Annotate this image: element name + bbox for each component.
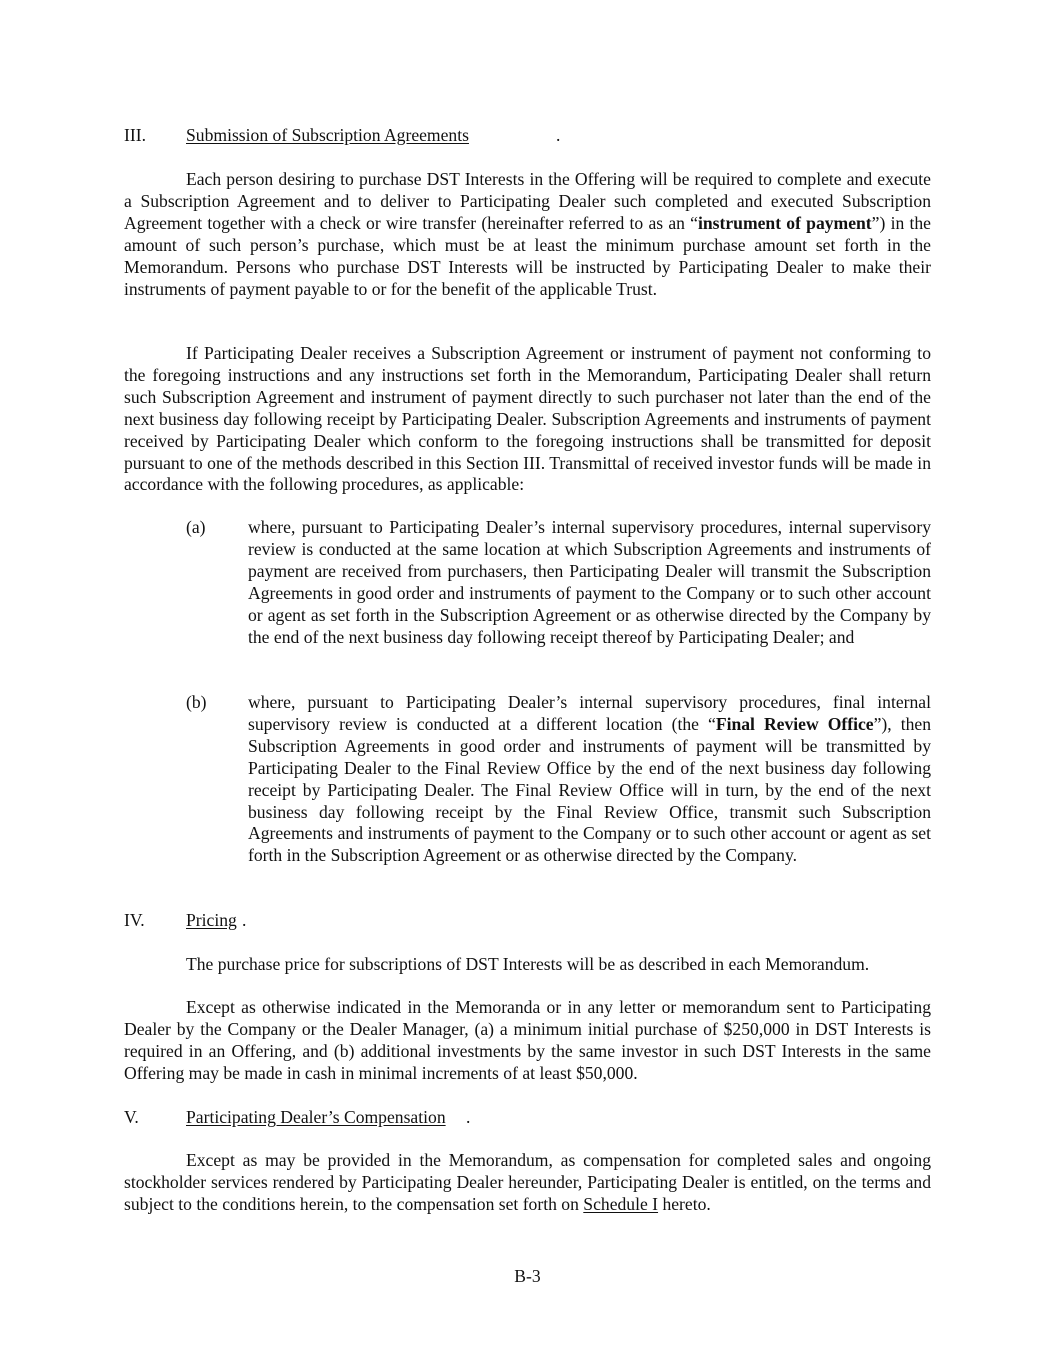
paragraph	[124, 1150, 931, 1216]
paragraph	[124, 169, 931, 300]
section-title-text: Pricing	[186, 910, 237, 930]
list-item-body: where, pursuant to Participating Dealer’s internal supervisory procedures, final internal supervisory review is conducted at a different location (the “	[248, 692, 931, 734]
paragraph-text: hereto.	[658, 1193, 711, 1214]
heading-period: .	[466, 1107, 471, 1127]
section-number: IV.	[124, 910, 145, 930]
paragraph	[124, 997, 931, 1085]
section-title	[186, 910, 237, 932]
heading-period: .	[242, 910, 247, 930]
paragraph-text: Except as may be provided in the Memorandum, as compensation for completed sales and ongoing stockholder services rendered by Participating Dealer hereunder, Participating Dealer is entitled, on the terms and subject to the conditions herein, to the compensation set forth on	[124, 1150, 931, 1214]
list-item-text	[248, 517, 931, 648]
paragraph-text: ”) in the amount of such person’s purchase, which must be at least the minimum purchase amount set forth in the Memorandum. Persons who purchase DST Interests will be instructed by Participating Dealer to make their instruments of payment payable to or for the benefit of the applicable Trust.	[124, 212, 931, 299]
paragraph	[124, 954, 931, 976]
section-title	[186, 125, 469, 147]
paragraph-text: Except as otherwise indicated in the Memoranda or in any letter or memorandum sent to Participating Dealer by the Company or the Dealer Manager, (a) a minimum initial purchase of $250,000 in DST Interests is required in an Offering, and (b) additional investments by the same investor in such DST Interests in the same Offering may be made in cash in minimal increments of at least $50,000.	[124, 997, 931, 1083]
paragraph-text: If Participating Dealer receives a Subscription Agreement or instrument of payment not conforming to the foregoing instructions and any instructions set forth in the Memorandum, Participating Dealer shall return such Subscription Agreement and instrument of payment directly to such purchaser not later than the end of the next business day following receipt by Participating Dealer. Subscription Agreements and instruments of payment received by Participating Dealer which conform to the foregoing instructions shall be transmitted for deposit pursuant to one of the methods described in this Section III. Transmittal of received investor funds will be made in accordance with the following procedures, as applicable:	[124, 343, 931, 495]
page-number: B-3	[514, 1266, 541, 1286]
section-number: V.	[124, 1107, 139, 1127]
list-item-label: (b)	[186, 692, 207, 712]
paragraph-text: The purchase price for subscriptions of DST Interests will be as described in each Memorandum.	[186, 954, 870, 974]
schedule-reference: Schedule I	[583, 1193, 659, 1214]
list-item-body: where, pursuant to Participating Dealer’s internal supervisory procedures, internal supervisory review is conducted at the same location at which Subscription Agreements and instruments of payment are received from purchasers, then Participating Dealer will transmit the Subscription Agreements in good order and instruments of payment to the Company or to such other account or agent as set forth in the Subscription Agreement or as otherwise directed by the Company by the end of the next business day following receipt thereof by Participating Dealer; and	[248, 517, 931, 647]
list-item-label: (a)	[186, 517, 206, 537]
section-title	[186, 1107, 446, 1129]
section-number: III.	[124, 125, 146, 145]
section-title-text: Participating Dealer’s Compensation	[186, 1107, 446, 1127]
heading-period: .	[556, 125, 561, 145]
paragraph	[124, 343, 931, 496]
defined-term: instrument of payment	[697, 212, 872, 233]
defined-term: Final Review Office	[715, 713, 874, 734]
list-item-text	[248, 692, 931, 867]
list-item-body: ”), then Subscription Agreements in good order and instruments of payment will be transmitted by Participating Dealer to the Final Review Office by the end of the next business day following receipt by Participating Dealer. The Final Review Office will in turn, by the end of the next business day following receipt by the Final Review Office, transmit such Subscription Agreements and instruments of payment to the Company or to such other account or agent as set forth in the Subscription Agreement or as otherwise directed by the Company.	[248, 713, 931, 866]
section-title-text: Submission of Subscription Agreements	[186, 125, 469, 145]
paragraph-text: Each person desiring to purchase DST Interests in the Offering will be required to complete and execute a Subscription Agreement and to deliver to Participating Dealer such completed and executed Subscription Agreement together with a check or wire transfer (hereinafter referred to as an “	[124, 169, 931, 233]
